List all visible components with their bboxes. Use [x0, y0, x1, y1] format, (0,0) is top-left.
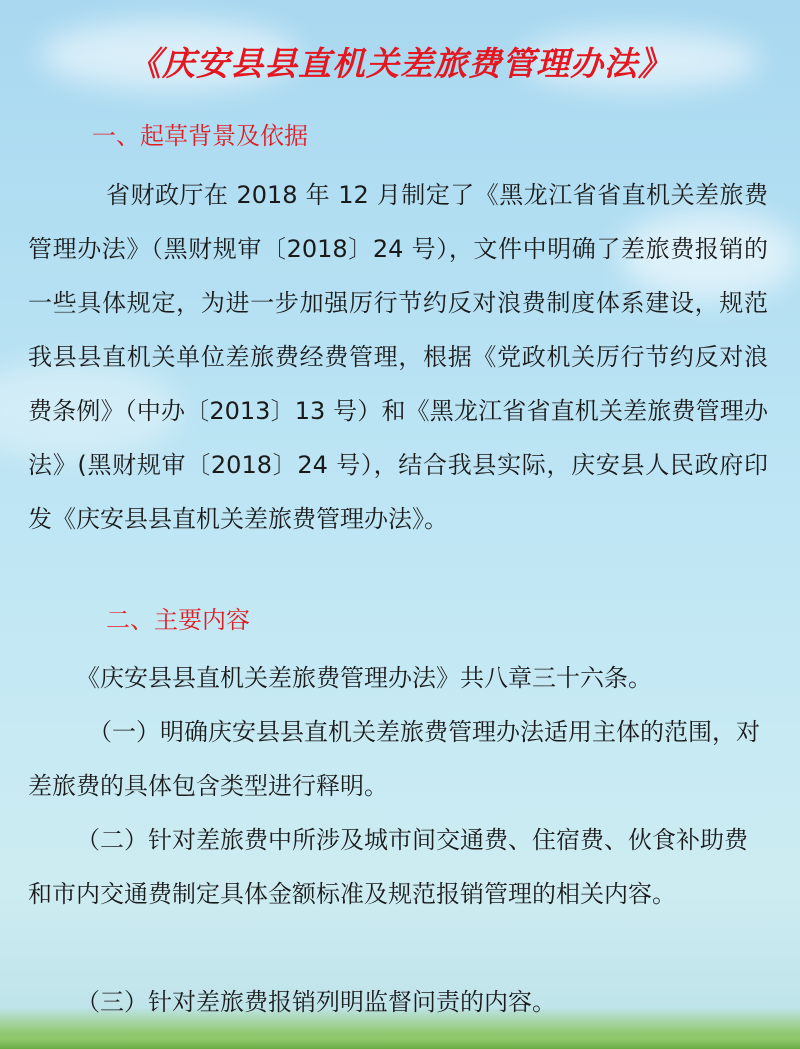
section-intro: 《庆安县县直机关差旅费管理办法》共八章三十六条。 — [76, 664, 652, 692]
section-heading-background: 一、起草背景及依据 — [92, 122, 308, 150]
content-item-1: （一）明确庆安县县直机关差旅费管理办法适用主体的范围，对差旅费的具体包含类型进行释明。 — [28, 718, 760, 800]
document-title: 《庆安县县直机关差旅费管理办法》 — [128, 44, 672, 83]
content-item-2: （二）针对差旅费中所涉及城市间交通费、住宿费、伙食补助费和市内交通费制定具体金额标准及规范报销管理的相关内容。 — [28, 826, 748, 908]
content-item-3: （三）针对差旅费报销列明监督问责的内容。 — [76, 988, 556, 1016]
background-grass — [0, 1027, 800, 1049]
section-heading-main-content: 二、主要内容 — [106, 606, 250, 634]
section-paragraph-background: 省财政厅在 2018 年 12 月制定了《黑龙江省省直机关差旅费管理办法》（黑财规审〔2018〕24 号），文件中明确了差旅费报销的一些具体规定，为进一步加强厉行节约反对浪费制度体系建设，规范我县县直机关单位差旅费经费管理，根据《党政机关厉行节约反对浪费条例》（中办〔2013〕13 号）和《黑龙江省省直机关差旅费管理办法》(黑财规审〔2018〕24 号），结合我县实际，庆安县人民政府印发《庆安县县直机关差旅费管理办法》。 — [28, 181, 768, 533]
